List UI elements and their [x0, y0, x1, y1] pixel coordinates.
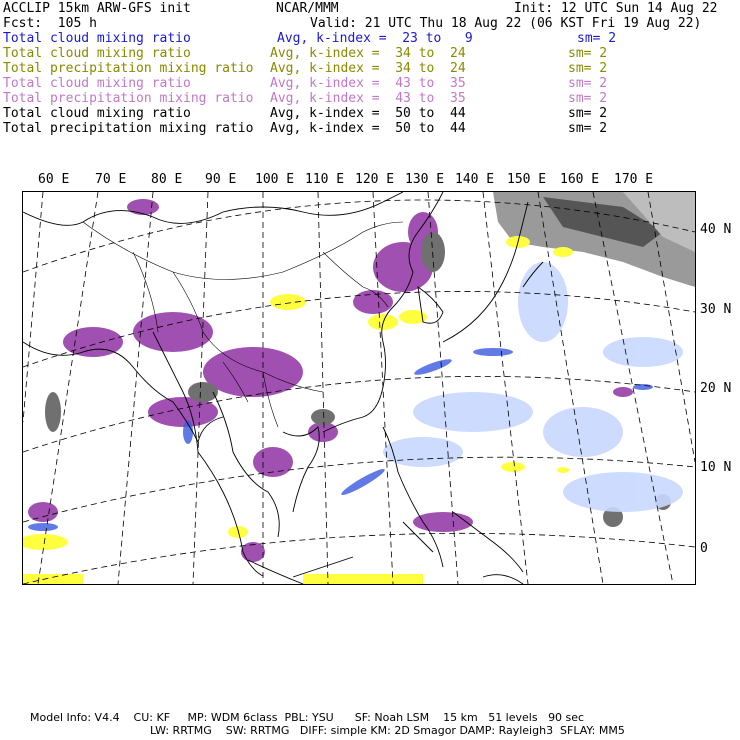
field-name: Total precipitation mixing ratio — [3, 121, 254, 136]
field-smoothing: sm= 2 — [568, 106, 608, 121]
longitude-label: 140 E — [455, 172, 495, 187]
field-avg-range: Avg, k-index = 23 to 9 — [277, 31, 473, 46]
map-panel — [22, 191, 696, 585]
map-canvas — [23, 192, 695, 584]
field-avg-range: Avg, k-index = 50 to 44 — [270, 121, 466, 136]
field-avg-range: Avg, k-index = 43 to 35 — [270, 91, 466, 106]
field-name: Total precipitation mixing ratio — [3, 91, 254, 106]
field-avg-range: Avg, k-index = 34 to 24 — [270, 46, 466, 61]
field-name: Total cloud mixing ratio — [3, 46, 191, 61]
longitude-label: 100 E — [255, 172, 295, 187]
field-avg-range: Avg, k-index = 50 to 44 — [270, 106, 466, 121]
field-smoothing: sm= 2 — [568, 76, 608, 91]
longitude-label: 120 E — [355, 172, 395, 187]
init-time: Init: 12 UTC Sun 14 Aug 22 — [514, 1, 718, 16]
latitude-label: 10 N — [700, 460, 732, 475]
field-name: Total precipitation mixing ratio — [3, 61, 254, 76]
field-smoothing: sm= 2 — [568, 61, 608, 76]
longitude-label: 150 E — [507, 172, 547, 187]
longitude-label: 60 E — [38, 172, 70, 187]
latitude-label: 40 N — [700, 222, 732, 237]
longitude-label: 70 E — [95, 172, 127, 187]
longitude-label: 110 E — [305, 172, 345, 187]
model-title: ACCLIP 15km ARW-GFS init — [3, 1, 191, 16]
field-smoothing: sm= 2 — [568, 46, 608, 61]
longitude-label: 170 E — [614, 172, 654, 187]
latitude-label: 0 — [700, 541, 708, 556]
field-smoothing: sm= 2 — [568, 121, 608, 136]
field-smoothing: sm= 2 — [568, 91, 608, 106]
field-smoothing: sm= 2 — [577, 31, 617, 46]
model-info-line1: Model Info: V4.4 CU: KF MP: WDM 6class PBL: YSU SF: Noah LSM 15 km 51 levels 90 sec — [30, 711, 585, 724]
longitude-label: 130 E — [405, 172, 445, 187]
cloud-mask-purple — [28, 199, 633, 562]
latitude-label: 20 N — [700, 381, 732, 396]
forecast-hour: Fcst: 105 h — [3, 16, 97, 31]
longitude-label: 90 E — [205, 172, 237, 187]
longitude-label: 160 E — [560, 172, 600, 187]
field-name: Total cloud mixing ratio — [3, 76, 191, 91]
field-avg-range: Avg, k-index = 34 to 24 — [270, 61, 466, 76]
center-label: NCAR/MMM — [276, 1, 339, 16]
field-name: Total cloud mixing ratio — [3, 106, 191, 121]
valid-time: Valid: 21 UTC Thu 18 Aug 22 (06 KST Fri 19 Aug 22) — [310, 16, 702, 31]
field-avg-range: Avg, k-index = 43 to 35 — [270, 76, 466, 91]
field-name: Total cloud mixing ratio — [3, 31, 191, 46]
longitude-label: 80 E — [151, 172, 183, 187]
model-info-line2: LW: RRTMG SW: RRTMG DIFF: simple KM: 2D Smagor DAMP: Rayleigh3 SFLAY: MM5 — [150, 724, 625, 737]
latitude-label: 30 N — [700, 302, 732, 317]
